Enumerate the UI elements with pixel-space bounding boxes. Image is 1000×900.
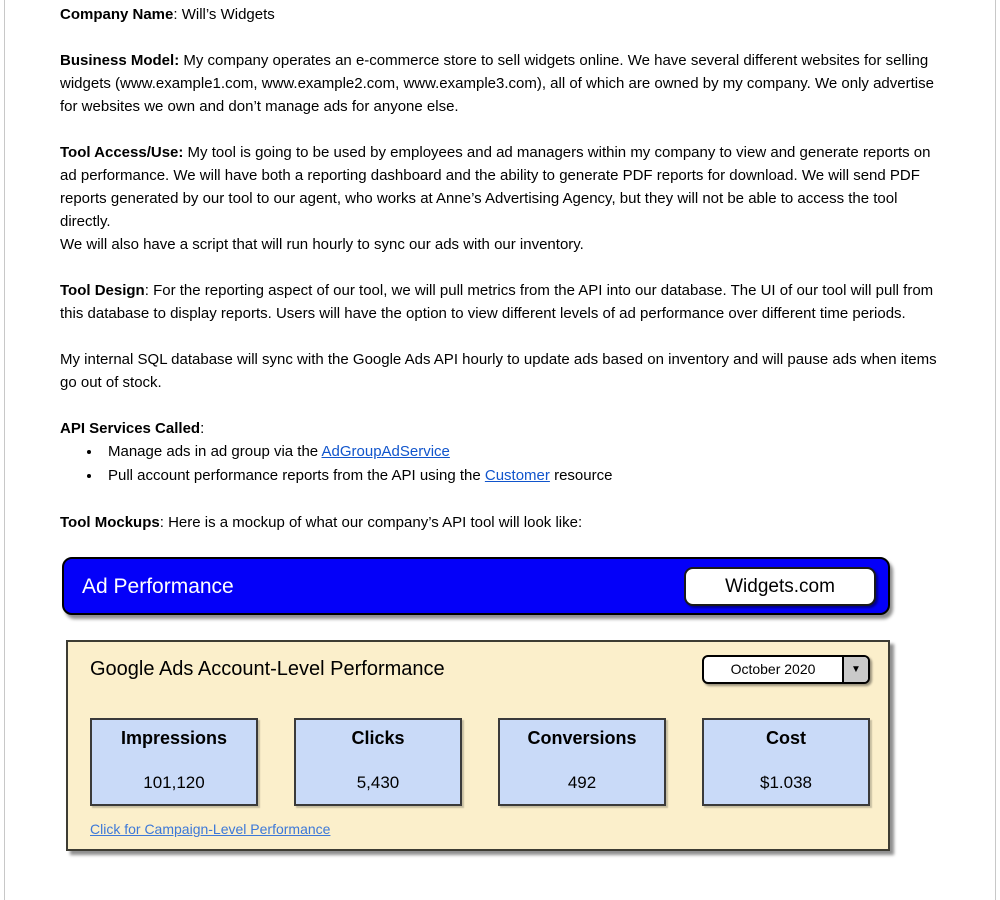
metric-value: $1.038: [760, 773, 812, 792]
bullet-2-text: Pull account performance reports from the API using the: [108, 467, 485, 484]
paragraph-tool-mockups: [60, 511, 941, 534]
widgets-site-button[interactable]: Widgets.com: [684, 567, 876, 606]
list-item: [102, 440, 941, 464]
page-border-right: [995, 0, 996, 900]
company-name-value: Will’s Widgets: [181, 6, 275, 23]
metric-card-conversions: [498, 718, 666, 806]
page-border-left: [4, 0, 5, 900]
metric-card-clicks: [294, 718, 462, 806]
api-services-list: [60, 440, 941, 488]
bullet-2-post: resource: [549, 467, 613, 484]
metric-card-cost: [702, 718, 870, 806]
metric-label: Impressions: [120, 728, 228, 748]
business-model-text: My company operates an e-commerce store to sell widgets online. We have several different websites for selling widgets (www.example1.com, www.example2.com, www.example3.com), all of which are owned by my company. We only advertise for websites we own and don’t manage ads for anyone else.: [60, 52, 934, 115]
account-performance-panel: [66, 640, 890, 851]
bullet-1-text: Manage ads in ad group via the: [108, 443, 322, 460]
api-services-label: API Services Called: [60, 420, 201, 437]
paragraph-business-model: [60, 49, 941, 118]
paragraph-tool-design: [60, 279, 941, 325]
tool-access-label: Tool Access/Use:: [60, 144, 184, 161]
document-body: [60, 3, 941, 851]
tool-design-colon: :: [144, 282, 154, 299]
company-name-colon: :: [173, 6, 182, 23]
paragraph-tool-access: [60, 141, 941, 256]
chevron-down-icon[interactable]: ▼: [842, 657, 868, 682]
campaign-level-link[interactable]: Click for Campaign-Level Performance: [90, 821, 331, 837]
panel-link-row: [90, 821, 870, 837]
metric-label: Clicks: [351, 728, 405, 748]
period-dropdown[interactable]: [702, 655, 870, 684]
metric-value: 101,120: [143, 773, 205, 792]
adgroupadservice-link[interactable]: AdGroupAdService: [321, 443, 450, 460]
customer-resource-link[interactable]: Customer: [484, 467, 550, 484]
metric-label: Cost: [766, 728, 806, 748]
api-services-colon: :: [200, 420, 205, 437]
company-name-label: Company Name: [60, 6, 174, 23]
mockup-header-bar: [62, 557, 890, 615]
period-dropdown-value[interactable]: October 2020: [730, 661, 816, 677]
tool-design-label: Tool Design: [60, 282, 145, 299]
metric-card-impressions: [90, 718, 258, 806]
metric-value: 5,430: [356, 773, 400, 792]
list-item: [102, 464, 941, 488]
tool-mockups-colon: :: [159, 514, 169, 531]
panel-header: [90, 655, 870, 684]
tool-access-text-line2: We will also have a script that will run hourly to sync our ads with our inventory.: [60, 236, 584, 253]
mockup-app-title: Ad Performance: [82, 574, 234, 598]
business-model-label: Business Model:: [60, 52, 180, 69]
tool-mockups-label: Tool Mockups: [60, 514, 160, 531]
tool-mockups-text: Here is a mockup of what our company’s API tool will look like:: [168, 514, 583, 531]
metric-label: Conversions: [527, 728, 637, 748]
paragraph-company-name: [60, 3, 941, 26]
panel-title: Google Ads Account-Level Performance: [90, 658, 445, 680]
metric-value: 492: [567, 773, 597, 792]
paragraph-api-services-heading: [60, 417, 941, 440]
tool-access-text: My tool is going to be used by employees and ad managers within my company to view and generate reports on ad performance. We will have both a reporting dashboard and the ability to generate PDF reports for download. We will send PDF reports generated by our tool to our agent, who works at Anne’s Advertising Agency, but they will not be able to access the tool directly.: [60, 144, 931, 230]
tool-design-text: For the reporting aspect of our tool, we will pull metrics from the API into our database. The UI of our tool will pull from this database to display reports. Users will have the option to view different levels of ad performance over different time periods.: [60, 282, 934, 322]
paragraph-sql-sync: My internal SQL database will sync with the Google Ads API hourly to update ads based on inventory and will pause ads when items go out of stock.: [60, 351, 937, 391]
metrics-row: [90, 718, 870, 806]
